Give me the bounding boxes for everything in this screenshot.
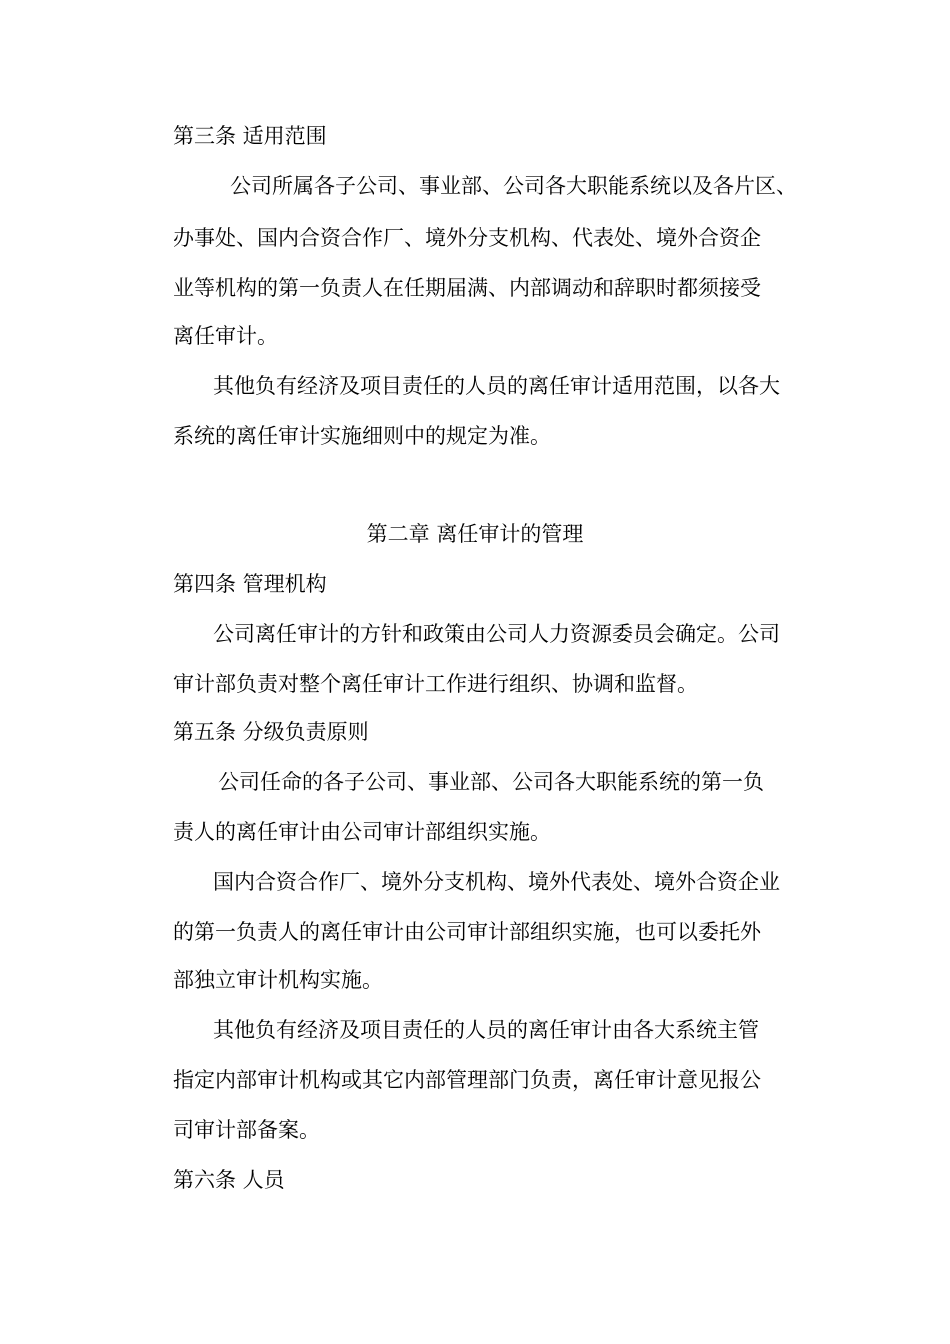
article-3-paragraph-1-line-4: 离任审计。 [173, 324, 278, 348]
article-6-heading: 第六条 人员 [173, 1168, 285, 1192]
article-5-paragraph-2-line-3: 部独立审计机构实施。 [173, 968, 383, 992]
article-4-heading: 第四条 管理机构 [173, 572, 327, 596]
article-5-paragraph-1-line-1: 公司任命的各子公司、事业部、公司各大职能系统的第一负 [218, 770, 764, 794]
article-5-paragraph-2-line-1: 国内合资合作厂、境外分支机构、境外代表处、境外合资企业 [213, 870, 780, 894]
article-4-paragraph-line-2: 审计部负责对整个离任审计工作进行组织、协调和监督。 [173, 672, 698, 696]
article-4-paragraph-line-1: 公司离任审计的方针和政策由公司人力资源委员会确定。公司 [213, 622, 780, 646]
article-3-paragraph-1-line-1: 公司所属各子公司、事业部、公司各大职能系统以及各片区、 [230, 174, 797, 198]
article-5-paragraph-2-line-2: 的第一负责人的离任审计由公司审计部组织实施，也可以委托外 [173, 920, 761, 944]
chapter-2-title: 第二章 离任审计的管理 [366, 522, 584, 546]
article-3-heading: 第三条 适用范围 [173, 124, 327, 148]
article-5-heading: 第五条 分级负责原则 [173, 720, 369, 744]
article-5-paragraph-1-line-2: 责人的离任审计由公司审计部组织实施。 [173, 820, 551, 844]
article-5-paragraph-3-line-1: 其他负有经济及项目责任的人员的离任审计由各大系统主管 [213, 1018, 759, 1042]
article-5-paragraph-3-line-2: 指定内部审计机构或其它内部管理部门负责，离任审计意见报公 [173, 1068, 761, 1092]
article-5-paragraph-3-line-3: 司审计部备案。 [173, 1118, 320, 1142]
article-3-paragraph-1-line-3: 业等机构的第一负责人在任期届满、内部调动和辞职时都须接受 [173, 276, 761, 300]
article-3-paragraph-1-line-2: 办事处、国内合资合作厂、境外分支机构、代表处、境外合资企 [173, 226, 761, 250]
article-3-paragraph-2-line-2: 系统的离任审计实施细则中的规定为准。 [173, 424, 551, 448]
article-3-paragraph-2-line-1: 其他负有经济及项目责任的人员的离任审计适用范围，以各大 [213, 374, 780, 398]
